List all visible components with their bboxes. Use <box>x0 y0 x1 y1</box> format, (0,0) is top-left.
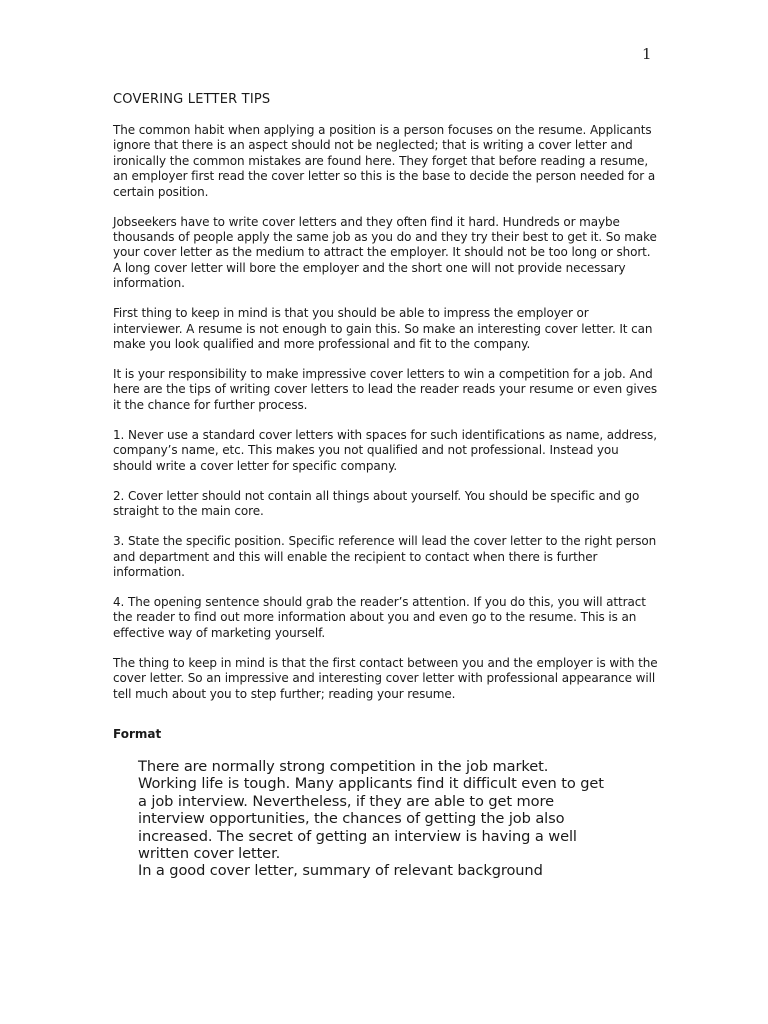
document-body <box>113 92 658 880</box>
format-section <box>138 758 628 880</box>
paragraph-jobseekers: Jobseekers have to write cover letters and they often find it hard. Hundreds or maybe thousands of people apply the same job as you do and they try their best to get it. So make your cover letter as the medium to attract the employer. It should not be too long or short. A long cover letter will bore the employer and the short one will not provide necessary information. <box>113 214 657 291</box>
format-line: interview opportunities, the chances of getting the job also <box>138 810 565 828</box>
tip-3: 3. State the specific position. Specific reference will lead the cover letter to the right person and department and this will enable the recipient to contact when there is further information. <box>113 534 657 579</box>
format-line: In a good cover letter, summary of relevant background <box>138 862 543 880</box>
format-line: a job interview. Nevertheless, if they are able to get more <box>138 792 554 810</box>
format-line: There are normally strong competition in the job market. <box>138 757 549 775</box>
format-line: Working life is tough. Many applicants find it difficult even to get <box>138 775 604 793</box>
tip-4: 4. The opening sentence should grab the reader’s attention. If you do this, you will attract the reader to find out more information about you and even go to the resume. This is an effective way of marketing yourself. <box>113 594 646 640</box>
document-title: COVERING LETTER TIPS <box>113 92 271 107</box>
tip-2: 2. Cover letter should not contain all things about yourself. You should be specific and go straight to the main core. <box>113 488 640 519</box>
tip-1: 1. Never use a standard cover letters with spaces for such identifications as name, address, company’s name, etc. This makes you not qualified and not professional. Instead you should write a cover letter for specific company. <box>113 427 657 473</box>
paragraph-closing: The thing to keep in mind is that the first contact between you and the employer is with the cover letter. So an impressive and interesting cover letter with professional appearance will tell much about you to step further; reading your resume. <box>113 655 658 701</box>
format-heading: Format <box>113 726 162 741</box>
paragraph-intro: The common habit when applying a position is a person focuses on the resume. Applicants ignore that there is an aspect should not be neglected; that is writing a cover letter and ironically the common mistakes are found here. They forget that before reading a resume, an employer first read the cover letter so this is the base to decide the person needed for a certain position. <box>113 123 656 199</box>
page-number: 1 <box>642 45 652 63</box>
format-line: written cover letter. <box>138 844 281 862</box>
format-line: increased. The secret of getting an interview is having a well <box>138 827 577 845</box>
paragraph-responsibility: It is your responsibility to make impressive cover letters to win a competition for a job. And here are the tips of writing cover letters to lead the reader reads your resume or even gives it the chance for further process. <box>113 367 658 412</box>
paragraph-first-thing: First thing to keep in mind is that you should be able to impress the employer or interviewer. A resume is not enough to gain this. So make an interesting cover letter. It can make you look qualified and more professional and fit to the company. <box>113 306 653 352</box>
